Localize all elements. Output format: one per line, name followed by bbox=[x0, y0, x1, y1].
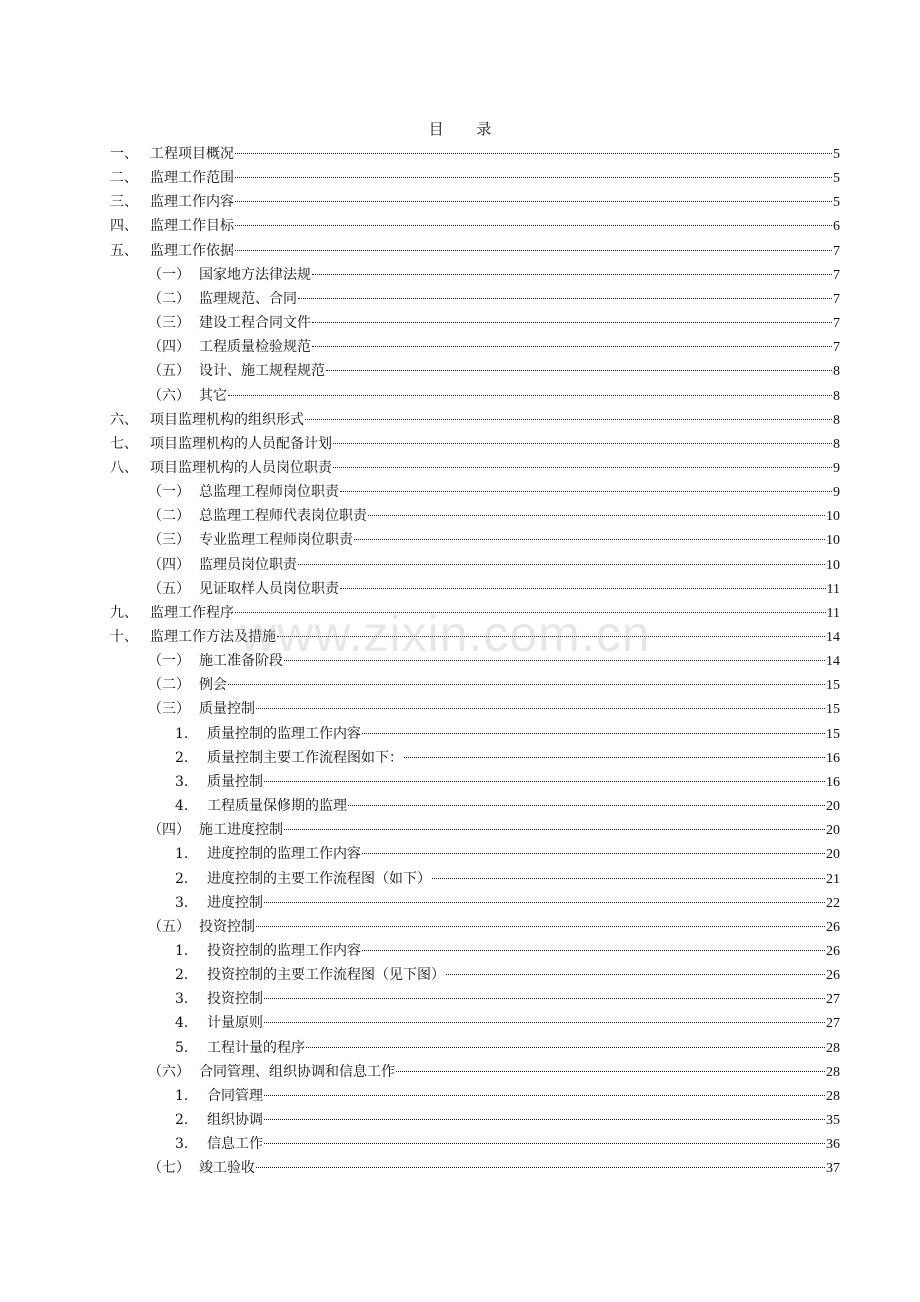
toc-leader-dots bbox=[305, 419, 832, 420]
toc-leader-dots bbox=[396, 1071, 825, 1072]
toc-entry[interactable] bbox=[0, 1108, 920, 1132]
toc-entry-number: （四） bbox=[148, 339, 190, 356]
toc-entry-line bbox=[207, 891, 840, 916]
toc-entry-title: 项目监理机构的人员配备计划 bbox=[150, 435, 332, 452]
toc-entry-title: 计量原则 bbox=[207, 1015, 263, 1032]
toc-entry-title: 质量控制主要工作流程图如下： bbox=[207, 749, 403, 766]
toc-entry-number: （五） bbox=[148, 580, 190, 597]
toc-entry-page-number: 27 bbox=[826, 1016, 840, 1032]
toc-entry-line bbox=[199, 287, 840, 312]
toc-entry-line bbox=[199, 359, 840, 384]
toc-leader-dots bbox=[235, 250, 832, 251]
toc-entry-line bbox=[199, 577, 840, 602]
toc-entry-number: 3. bbox=[175, 991, 189, 1008]
toc-entry[interactable] bbox=[0, 625, 920, 649]
toc-entry-number: （二） bbox=[148, 508, 190, 525]
toc-entry-page-number: 15 bbox=[826, 678, 840, 694]
toc-entry-number: 十、 bbox=[110, 629, 138, 645]
toc-entry-number: 二、 bbox=[110, 170, 138, 187]
toc-entry[interactable] bbox=[0, 770, 920, 794]
toc-entry-line bbox=[207, 842, 840, 867]
toc-entry-number: 2. bbox=[175, 1112, 189, 1128]
toc-entry-number: （三） bbox=[148, 315, 190, 332]
toc-entry[interactable] bbox=[0, 287, 920, 311]
toc-entry[interactable] bbox=[0, 504, 920, 528]
toc-entry[interactable] bbox=[0, 987, 920, 1011]
toc-leader-dots bbox=[340, 491, 832, 492]
toc-entry-line bbox=[199, 1156, 840, 1181]
toc-entry-number: （五） bbox=[148, 363, 190, 380]
toc-entry-title: 进度控制 bbox=[207, 894, 263, 911]
toc-entry-line bbox=[199, 697, 840, 722]
toc-entry[interactable] bbox=[0, 649, 920, 673]
toc-entry-title: 其它 bbox=[199, 387, 227, 404]
toc-leader-dots bbox=[326, 370, 832, 371]
toc-entry-title: 信息工作 bbox=[207, 1136, 263, 1153]
toc-entry-line bbox=[207, 1132, 840, 1157]
toc-entry-line bbox=[207, 1084, 840, 1109]
toc-entry[interactable] bbox=[0, 384, 920, 408]
toc-entry-number: （四） bbox=[148, 822, 190, 839]
toc-entry[interactable] bbox=[0, 432, 920, 456]
toc-leader-dots bbox=[362, 950, 825, 951]
toc-entry-line bbox=[199, 480, 840, 505]
toc-entry-title: 监理员岗位职责 bbox=[199, 556, 297, 573]
toc-leader-dots bbox=[284, 660, 825, 661]
toc-leader-dots bbox=[362, 733, 825, 734]
toc-entry-page-number: 37 bbox=[826, 1161, 840, 1177]
toc-entry-title: 监理规范、合同 bbox=[199, 290, 297, 307]
toc-entry-title: 监理工作方法及措施 bbox=[150, 629, 276, 645]
toc-entry[interactable] bbox=[0, 480, 920, 504]
toc-entry-page-number: 15 bbox=[826, 702, 840, 718]
toc-entry-number: （二） bbox=[148, 677, 190, 694]
toc-entry-line bbox=[150, 408, 840, 433]
toc-entry-page-number: 21 bbox=[826, 871, 840, 887]
toc-entry-number: （五） bbox=[148, 918, 190, 935]
toc-entry-line bbox=[207, 722, 840, 747]
toc-entry-page-number: 10 bbox=[826, 533, 840, 549]
toc-entry[interactable] bbox=[0, 528, 920, 552]
toc-entry[interactable] bbox=[0, 1060, 920, 1084]
toc-entry-number: 六、 bbox=[110, 411, 138, 428]
toc-entry-title: 质量控制 bbox=[199, 701, 255, 718]
toc-entry-number: （六） bbox=[148, 1063, 190, 1080]
toc-entry-title: 见证取样人员岗位职责 bbox=[199, 580, 339, 597]
toc-entry-number: 九、 bbox=[110, 604, 138, 621]
toc-entry-title: 进度控制的监理工作内容 bbox=[207, 846, 361, 863]
toc-leader-dots bbox=[362, 853, 825, 854]
toc-entry-number: （七） bbox=[148, 1160, 190, 1177]
toc-entry-line bbox=[150, 142, 840, 167]
toc-entry-page-number: 5 bbox=[833, 171, 840, 187]
toc-leader-dots bbox=[235, 225, 832, 226]
toc-leader-dots bbox=[256, 926, 825, 927]
toc-entry[interactable] bbox=[0, 263, 920, 287]
toc-entry-page-number: 28 bbox=[826, 1040, 840, 1056]
toc-entry[interactable] bbox=[0, 818, 920, 842]
toc-entry[interactable] bbox=[0, 577, 920, 601]
toc-entry-page-number: 9 bbox=[833, 485, 840, 501]
toc-entry-number: （一） bbox=[148, 484, 190, 501]
toc-entry-number: 2. bbox=[175, 870, 189, 887]
toc-entry-number: 1. bbox=[175, 846, 189, 863]
toc-entry-line bbox=[207, 794, 840, 819]
toc-entry-line bbox=[199, 553, 840, 578]
toc-leader-dots bbox=[235, 153, 832, 154]
toc-entry-title: 施工进度控制 bbox=[199, 822, 283, 839]
toc-leader-dots bbox=[340, 588, 826, 589]
toc-entry-number: 八、 bbox=[110, 459, 138, 476]
page-title: 目 录 bbox=[428, 120, 506, 138]
toc-leader-dots bbox=[446, 974, 825, 975]
toc-entry-line bbox=[199, 384, 840, 409]
toc-entry-page-number: 11 bbox=[826, 605, 840, 621]
toc-entry-title: 合同管理 bbox=[207, 1087, 263, 1104]
toc-entry-number: 2. bbox=[175, 749, 189, 766]
toc-entry-line bbox=[150, 166, 840, 191]
toc-leader-dots bbox=[298, 298, 832, 299]
toc-entry-number: 四、 bbox=[110, 218, 138, 235]
toc-entry-line bbox=[207, 770, 840, 795]
toc-entry-title: 工程项目概况 bbox=[150, 146, 234, 162]
toc-entry-page-number: 20 bbox=[826, 799, 840, 815]
toc-entry-title: 监理工作内容 bbox=[150, 194, 234, 211]
toc-entry-page-number: 10 bbox=[826, 557, 840, 573]
toc-entry-number: 1. bbox=[175, 942, 189, 959]
toc-entry-page-number: 26 bbox=[826, 919, 840, 935]
toc-entry-title: 例会 bbox=[199, 677, 227, 694]
toc-entry-page-number: 7 bbox=[833, 291, 840, 307]
toc-entry-page-number: 8 bbox=[833, 436, 840, 452]
toc-leader-dots bbox=[228, 395, 832, 396]
toc-entry-page-number: 8 bbox=[833, 388, 840, 404]
toc-entry-number: 一、 bbox=[110, 146, 138, 162]
toc-entry-line bbox=[207, 746, 840, 771]
toc-entry-number: （三） bbox=[148, 532, 190, 549]
toc-entry-number: 4. bbox=[175, 1015, 189, 1032]
toc-entry-title: 工程计量的程序 bbox=[207, 1039, 305, 1056]
toc-entry-line bbox=[199, 263, 840, 288]
toc-entry-page-number: 28 bbox=[826, 1088, 840, 1104]
toc-entry-line bbox=[207, 867, 840, 892]
toc-entry-line bbox=[199, 915, 840, 940]
toc-entry-page-number: 26 bbox=[826, 943, 840, 959]
toc-entry-page-number: 11 bbox=[826, 581, 840, 597]
toc-entry[interactable] bbox=[0, 867, 920, 891]
toc-entry-line bbox=[150, 214, 840, 239]
toc-entry[interactable] bbox=[0, 697, 920, 721]
toc-entry[interactable] bbox=[0, 1036, 920, 1060]
toc-entry-line bbox=[199, 335, 840, 360]
toc-entry[interactable] bbox=[0, 1084, 920, 1108]
toc-entry-line bbox=[150, 432, 840, 457]
toc-leader-dots bbox=[264, 1143, 825, 1144]
toc-entry-title: 监理工作依据 bbox=[150, 242, 234, 259]
toc-entry-line bbox=[207, 963, 840, 988]
toc-entry-page-number: 7 bbox=[833, 316, 840, 332]
toc-entry-page-number: 20 bbox=[826, 847, 840, 863]
toc-entry-title: 投资控制 bbox=[207, 991, 263, 1008]
toc-entry[interactable] bbox=[0, 915, 920, 939]
toc-entry-page-number: 16 bbox=[826, 774, 840, 790]
toc-entry-number: 4. bbox=[175, 798, 189, 815]
toc-leader-dots bbox=[348, 805, 825, 806]
toc-entry-page-number: 9 bbox=[833, 460, 840, 476]
toc-entry-line bbox=[207, 987, 840, 1012]
toc-entry-title: 工程质量保修期的监理 bbox=[207, 798, 347, 815]
toc-leader-dots bbox=[235, 201, 832, 202]
toc-leader-dots bbox=[298, 564, 825, 565]
toc-entry-line bbox=[207, 1011, 840, 1036]
toc-entry-number: 1. bbox=[175, 725, 189, 742]
toc-entry[interactable] bbox=[0, 722, 920, 746]
toc-entry-number: （四） bbox=[148, 556, 190, 573]
toc-entry-page-number: 15 bbox=[826, 726, 840, 742]
toc-entry[interactable] bbox=[0, 1132, 920, 1156]
toc-entry[interactable] bbox=[0, 673, 920, 697]
toc-entry-title: 总监理工程师代表岗位职责 bbox=[199, 508, 367, 525]
toc-entry-line bbox=[207, 1108, 840, 1133]
toc-leader-dots bbox=[264, 998, 825, 999]
toc-entry[interactable] bbox=[0, 359, 920, 383]
toc-entry-title: 投资控制 bbox=[199, 918, 255, 935]
toc-entry-page-number: 14 bbox=[826, 630, 840, 645]
toc-entry-page-number: 14 bbox=[826, 654, 840, 670]
toc-entry[interactable] bbox=[0, 794, 920, 818]
toc-entry-line bbox=[207, 939, 840, 964]
toc-entry-line bbox=[207, 1036, 840, 1061]
toc-entry-number: 三、 bbox=[110, 194, 138, 211]
toc-entry-title: 项目监理机构的组织形式 bbox=[150, 411, 304, 428]
toc-entry[interactable] bbox=[0, 1011, 920, 1035]
toc-entry-title: 监理工作目标 bbox=[150, 218, 234, 235]
toc-entry[interactable] bbox=[0, 190, 920, 214]
toc-entry[interactable] bbox=[0, 456, 920, 480]
toc-leader-dots bbox=[312, 346, 832, 347]
toc-entry-line bbox=[150, 190, 840, 215]
toc-leader-dots bbox=[264, 781, 825, 782]
toc-entry-title: 工程质量检验规范 bbox=[199, 339, 311, 356]
toc-entry-page-number: 10 bbox=[826, 509, 840, 525]
toc-entry[interactable] bbox=[0, 166, 920, 190]
toc-leader-dots bbox=[277, 636, 825, 637]
toc-entry[interactable] bbox=[0, 239, 920, 263]
toc-leader-dots bbox=[256, 1167, 825, 1168]
toc-entry-number: （六） bbox=[148, 387, 190, 404]
toc-entry-page-number: 8 bbox=[833, 412, 840, 428]
toc-entry-page-number: 8 bbox=[833, 364, 840, 380]
toc-entry-page-number: 20 bbox=[826, 823, 840, 839]
toc-entry-line bbox=[150, 239, 840, 264]
toc-entry-line bbox=[199, 311, 840, 336]
toc-entry[interactable] bbox=[0, 746, 920, 770]
toc-entry[interactable] bbox=[0, 601, 920, 625]
toc-entry-page-number: 7 bbox=[833, 267, 840, 283]
toc-entry-title: 竣工验收 bbox=[199, 1160, 255, 1177]
toc-entry-title: 质量控制 bbox=[207, 773, 263, 790]
toc-leader-dots bbox=[284, 829, 825, 830]
toc-entry-line bbox=[150, 601, 840, 626]
toc-leader-dots bbox=[404, 757, 825, 758]
toc-entry[interactable] bbox=[0, 553, 920, 577]
toc-entry-line bbox=[199, 504, 840, 529]
toc-entry-line bbox=[150, 456, 840, 481]
toc-entry-number: 5. bbox=[175, 1039, 189, 1056]
toc-entry-number: 七、 bbox=[110, 435, 138, 452]
toc-entry-title: 质量控制的监理工作内容 bbox=[207, 725, 361, 742]
toc-leader-dots bbox=[256, 708, 825, 709]
toc-leader-dots bbox=[368, 515, 825, 516]
toc-entry-number: 2. bbox=[175, 967, 189, 984]
toc-entry-number: 3. bbox=[175, 773, 189, 790]
toc-entry[interactable] bbox=[0, 1156, 920, 1180]
toc-entry-number: （一） bbox=[148, 266, 190, 283]
toc-leader-dots bbox=[235, 612, 826, 613]
toc-leader-dots bbox=[264, 1022, 825, 1023]
toc-leader-dots bbox=[264, 1119, 825, 1120]
toc-entry-line bbox=[199, 649, 840, 674]
watermark: www.zixin.com.cn bbox=[240, 606, 651, 662]
toc-leader-dots bbox=[306, 1047, 825, 1048]
toc-entry-number: 3. bbox=[175, 1136, 189, 1153]
toc-entry[interactable] bbox=[0, 939, 920, 963]
toc-entry-title: 建设工程合同文件 bbox=[199, 315, 311, 332]
toc-leader-dots bbox=[333, 467, 832, 468]
toc-entry-title: 投资控制的监理工作内容 bbox=[207, 942, 361, 959]
toc-entry[interactable] bbox=[0, 842, 920, 866]
toc-entry-page-number: 7 bbox=[833, 243, 840, 259]
toc-leader-dots bbox=[264, 902, 825, 903]
toc-entry-number: 1. bbox=[175, 1087, 189, 1104]
toc-entry-line bbox=[150, 625, 840, 650]
toc-entry[interactable] bbox=[0, 142, 920, 166]
toc-entry-line bbox=[199, 528, 840, 553]
toc-entry-number: 3. bbox=[175, 894, 189, 911]
toc-entry-page-number: 35 bbox=[826, 1113, 840, 1128]
toc-entry-title: 组织协调 bbox=[207, 1112, 263, 1128]
toc-entry-number: 五、 bbox=[110, 242, 138, 259]
toc-entry[interactable] bbox=[0, 311, 920, 335]
toc-entry-page-number: 6 bbox=[833, 219, 840, 235]
toc-entry-title: 施工准备阶段 bbox=[199, 653, 283, 670]
toc-entry-page-number: 5 bbox=[833, 195, 840, 211]
toc-entry-title: 合同管理、组织协调和信息工作 bbox=[199, 1063, 395, 1080]
toc-entry-title: 总监理工程师岗位职责 bbox=[199, 484, 339, 501]
toc-leader-dots bbox=[432, 878, 825, 879]
toc-entry-title: 专业监理工程师岗位职责 bbox=[199, 532, 353, 549]
toc-leader-dots bbox=[264, 1095, 825, 1096]
toc-leader-dots bbox=[312, 274, 832, 275]
toc-entry-page-number: 16 bbox=[826, 750, 840, 766]
toc-entry-number: （一） bbox=[148, 653, 190, 670]
toc-entry[interactable] bbox=[0, 214, 920, 238]
toc-entry-number: （二） bbox=[148, 290, 190, 307]
toc-entry[interactable] bbox=[0, 408, 920, 432]
toc-entry-title: 国家地方法律法规 bbox=[199, 266, 311, 283]
toc-entry-page-number: 36 bbox=[826, 1137, 840, 1153]
toc-entry[interactable] bbox=[0, 963, 920, 987]
toc-entry-title: 项目监理机构的人员岗位职责 bbox=[150, 459, 332, 476]
toc-entry-title: 进度控制的主要工作流程图（如下） bbox=[207, 870, 431, 887]
toc-entry-page-number: 7 bbox=[833, 340, 840, 356]
toc-entry-title: 设计、施工规程规范 bbox=[199, 363, 325, 380]
toc-entry-page-number: 22 bbox=[826, 895, 840, 911]
toc-entry-title: 投资控制的主要工作流程图（见下图） bbox=[207, 967, 445, 984]
toc-entry-page-number: 5 bbox=[833, 147, 840, 162]
toc-entry[interactable] bbox=[0, 891, 920, 915]
toc-entry-line bbox=[199, 1060, 840, 1085]
toc-entry-number: （三） bbox=[148, 701, 190, 718]
toc-leader-dots bbox=[228, 684, 825, 685]
toc-entry[interactable] bbox=[0, 335, 920, 359]
toc-entry-line bbox=[199, 673, 840, 698]
toc-leader-dots bbox=[312, 322, 832, 323]
toc-entry-page-number: 26 bbox=[826, 968, 840, 984]
toc-leader-dots bbox=[235, 177, 832, 178]
toc-entry-page-number: 28 bbox=[826, 1064, 840, 1080]
toc-entry-line bbox=[199, 818, 840, 843]
toc-leader-dots bbox=[354, 539, 825, 540]
toc-entry-title: 监理工作范围 bbox=[150, 170, 234, 187]
toc-entry-page-number: 27 bbox=[826, 992, 840, 1008]
toc-leader-dots bbox=[333, 443, 832, 444]
toc-entry-title: 监理工作程序 bbox=[150, 604, 234, 621]
